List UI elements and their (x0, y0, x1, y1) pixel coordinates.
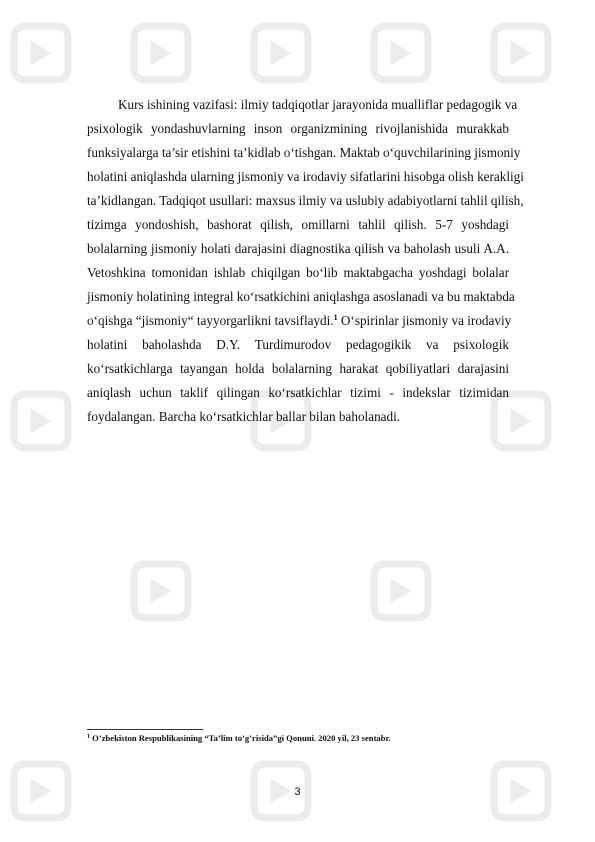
paragraph-line: tizimga yondoshish, bashorat qilish, omillarni tahlil qilish. 5-7 yoshdagi (87, 217, 509, 232)
paragraph-line: ta’kidlangan. Tadqiqot usullari: maxsus ilmiy va uslubiy adabiyotlarni tahlil qilish, (87, 193, 524, 208)
paragraph-line: Kurs ishining vazifasi: ilmiy tadqiqotlar jarayonida mualliflar pedagogik va (118, 97, 518, 112)
paragraph-line-with-footnote-ref (87, 309, 512, 333)
watermark-logo-icon (130, 560, 192, 622)
paragraph-line: ko‘rsatkichlarga tayangan holda bolalarning harakat qobiliyatlari darajasini (87, 361, 509, 376)
paragraph-line: foydalangan. Barcha ko‘rsatkichlar ballar bilan baholanadi. (87, 409, 401, 424)
footnote-separator (87, 729, 203, 730)
watermark-logo-icon (130, 22, 192, 84)
watermark-logo-icon (370, 560, 432, 622)
footnote-reference[interactable]: 1 (333, 313, 338, 322)
paragraph-line: psixologik yondashuvlarning inson organizmining rivojlanishida murakkab (87, 121, 509, 136)
paragraph-line: aniqlash uchun taklif qilingan ko‘rsatkichlar tizimi - indekslar tizimidan (87, 385, 509, 400)
watermark-logo-icon (10, 22, 72, 84)
paragraph-line: bolalarning jismoniy holati darajasini diagnostika qilish va baholash usuli A.A. (87, 241, 509, 256)
paragraph-line-part: O‘spirinlar jismoniy va irodaviy (337, 313, 512, 328)
footnote (87, 733, 391, 743)
paragraph-line: holatini aniqlashda ularning jismoniy va irodaviy sifatlarini hisobga olish kerakligi (87, 169, 524, 184)
paragraph-line: funksiyalarga ta’sir etishini ta’kidlab o‘tishgan. Maktab o‘quvchilarining jismoniy (87, 145, 521, 160)
footnote-text: O’zbekiston Respublikasining “Ta’lim to’g’risida”gi Qonuni. 2020 yil, 23 sentabr. (90, 733, 391, 743)
watermark-logo-icon (10, 390, 72, 452)
paragraph-line: holatini baholashda D.Y. Turdimurodov pedagogikik va psixologik (87, 337, 509, 352)
page-number: 3 (294, 786, 301, 798)
body-paragraph (87, 93, 524, 429)
paragraph-line-part: o‘qishga “jismoniy“ tayyorgarlikni tavsiflaydi. (87, 313, 334, 328)
watermark-logo-icon (250, 22, 312, 84)
watermark-logo-icon (490, 22, 552, 84)
footnote-number: 1 (87, 734, 90, 740)
paragraph-line: Vetoshkina tomonidan ishlab chiqilgan bo‘lib maktabgacha yoshdagi bolalar (87, 265, 509, 280)
watermark-logo-icon (370, 22, 432, 84)
paragraph-line: jismoniy holatining integral ko‘rsatkichini aniqlashga asoslanadi va bu maktabda (87, 289, 515, 304)
